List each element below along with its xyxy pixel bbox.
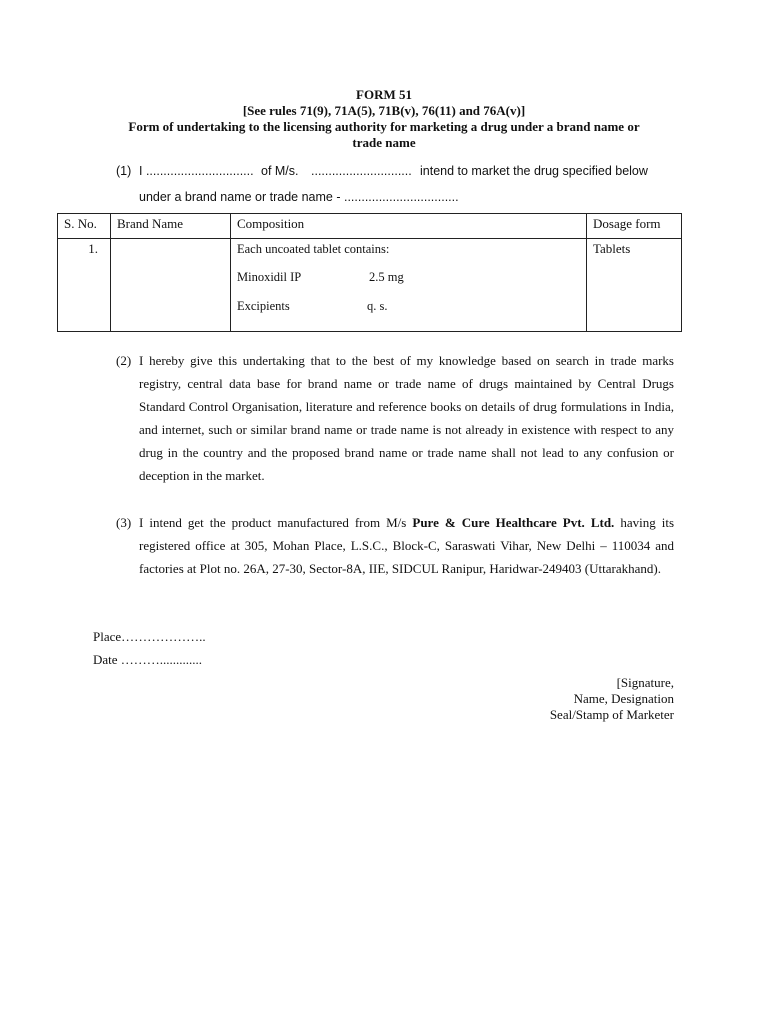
cell-dosage-form: Tablets (587, 239, 682, 332)
form-subtitle-line2: trade name (352, 135, 416, 150)
form-subtitle-line1: Form of undertaking to the licensing authority for marketing a drug under a brand name or (128, 119, 640, 134)
ingredient-name: Minoxidil IP (237, 270, 302, 284)
header-brand-name: Brand Name (111, 214, 231, 239)
para3-text-b: having its registered office at 305, Mohan Place, L.S.C., Block-C, Saraswati Vihar, New Delhi – 110034 and factories at Plot no. 26A, 27-30, Sector-8A, IIE, SIDCUL Ranipur, Haridwar-249403 (Uttarakhand). (139, 515, 675, 576)
para3-number: (3) (116, 515, 132, 530)
header-sno: S. No. (58, 214, 111, 239)
composition-table (57, 213, 682, 332)
seal-stamp-line: Seal/Stamp of Marketer (549, 707, 674, 722)
form-title: FORM 51 (356, 87, 412, 102)
para1-intend-text: intend to market the drug specified below (420, 164, 648, 178)
para1-name-blank: I ............................... (139, 164, 254, 178)
ingredient-row (237, 299, 580, 315)
para2-number: (2) (116, 353, 132, 368)
name-designation-line: Name, Designation (573, 691, 674, 706)
manufacturer-name: Pure & Cure Healthcare Pvt. Ltd. (412, 515, 615, 530)
ingredient-qty: q. s. (367, 299, 388, 313)
para1-line2: under a brand name or trade name - ................................. (139, 190, 459, 204)
para2-text: I hereby give this undertaking that to the best of my knowledge based on search in trade marks registry, central data base for brand name or trade name of drugs maintained by Central Drugs Standard Control Organisation, literature and reference books on details of drug formulations in India, and internet, such or similar brand name or trade name is not already in existence with respect to any drug in the country and the proposed brand name or trade name shall not lead to any confusion or deception in the market. (139, 353, 674, 483)
table-row (58, 239, 682, 332)
ingredient-row (237, 270, 580, 286)
cell-brand-name (111, 239, 231, 332)
header-dosage-form: Dosage form (587, 214, 682, 239)
table-header-row (58, 214, 682, 239)
para1-of-ms: of M/s. (261, 164, 299, 178)
para1-number: (1) (116, 164, 132, 178)
para3-text (139, 511, 674, 580)
signature-line: [Signature, (616, 675, 674, 690)
para1-company-blank: ............................. (311, 164, 412, 178)
date-field: Date ………............. (93, 652, 203, 667)
header-composition: Composition (231, 214, 587, 239)
ingredient-name: Excipients (237, 299, 290, 313)
ingredient-qty: 2.5 mg (369, 270, 404, 284)
para3 (116, 511, 674, 580)
para2 (116, 349, 674, 487)
place-field: Place……………….. (93, 629, 206, 644)
para3-text-a: I intend get the product manufactured from M/s (139, 515, 407, 530)
cell-sno: 1. (58, 239, 111, 332)
cell-composition (231, 239, 587, 332)
form-rules: [See rules 71(9), 71A(5), 71B(v), 76(11) and 76A(v)] (242, 103, 526, 118)
composition-intro: Each uncoated tablet contains: (237, 242, 390, 256)
